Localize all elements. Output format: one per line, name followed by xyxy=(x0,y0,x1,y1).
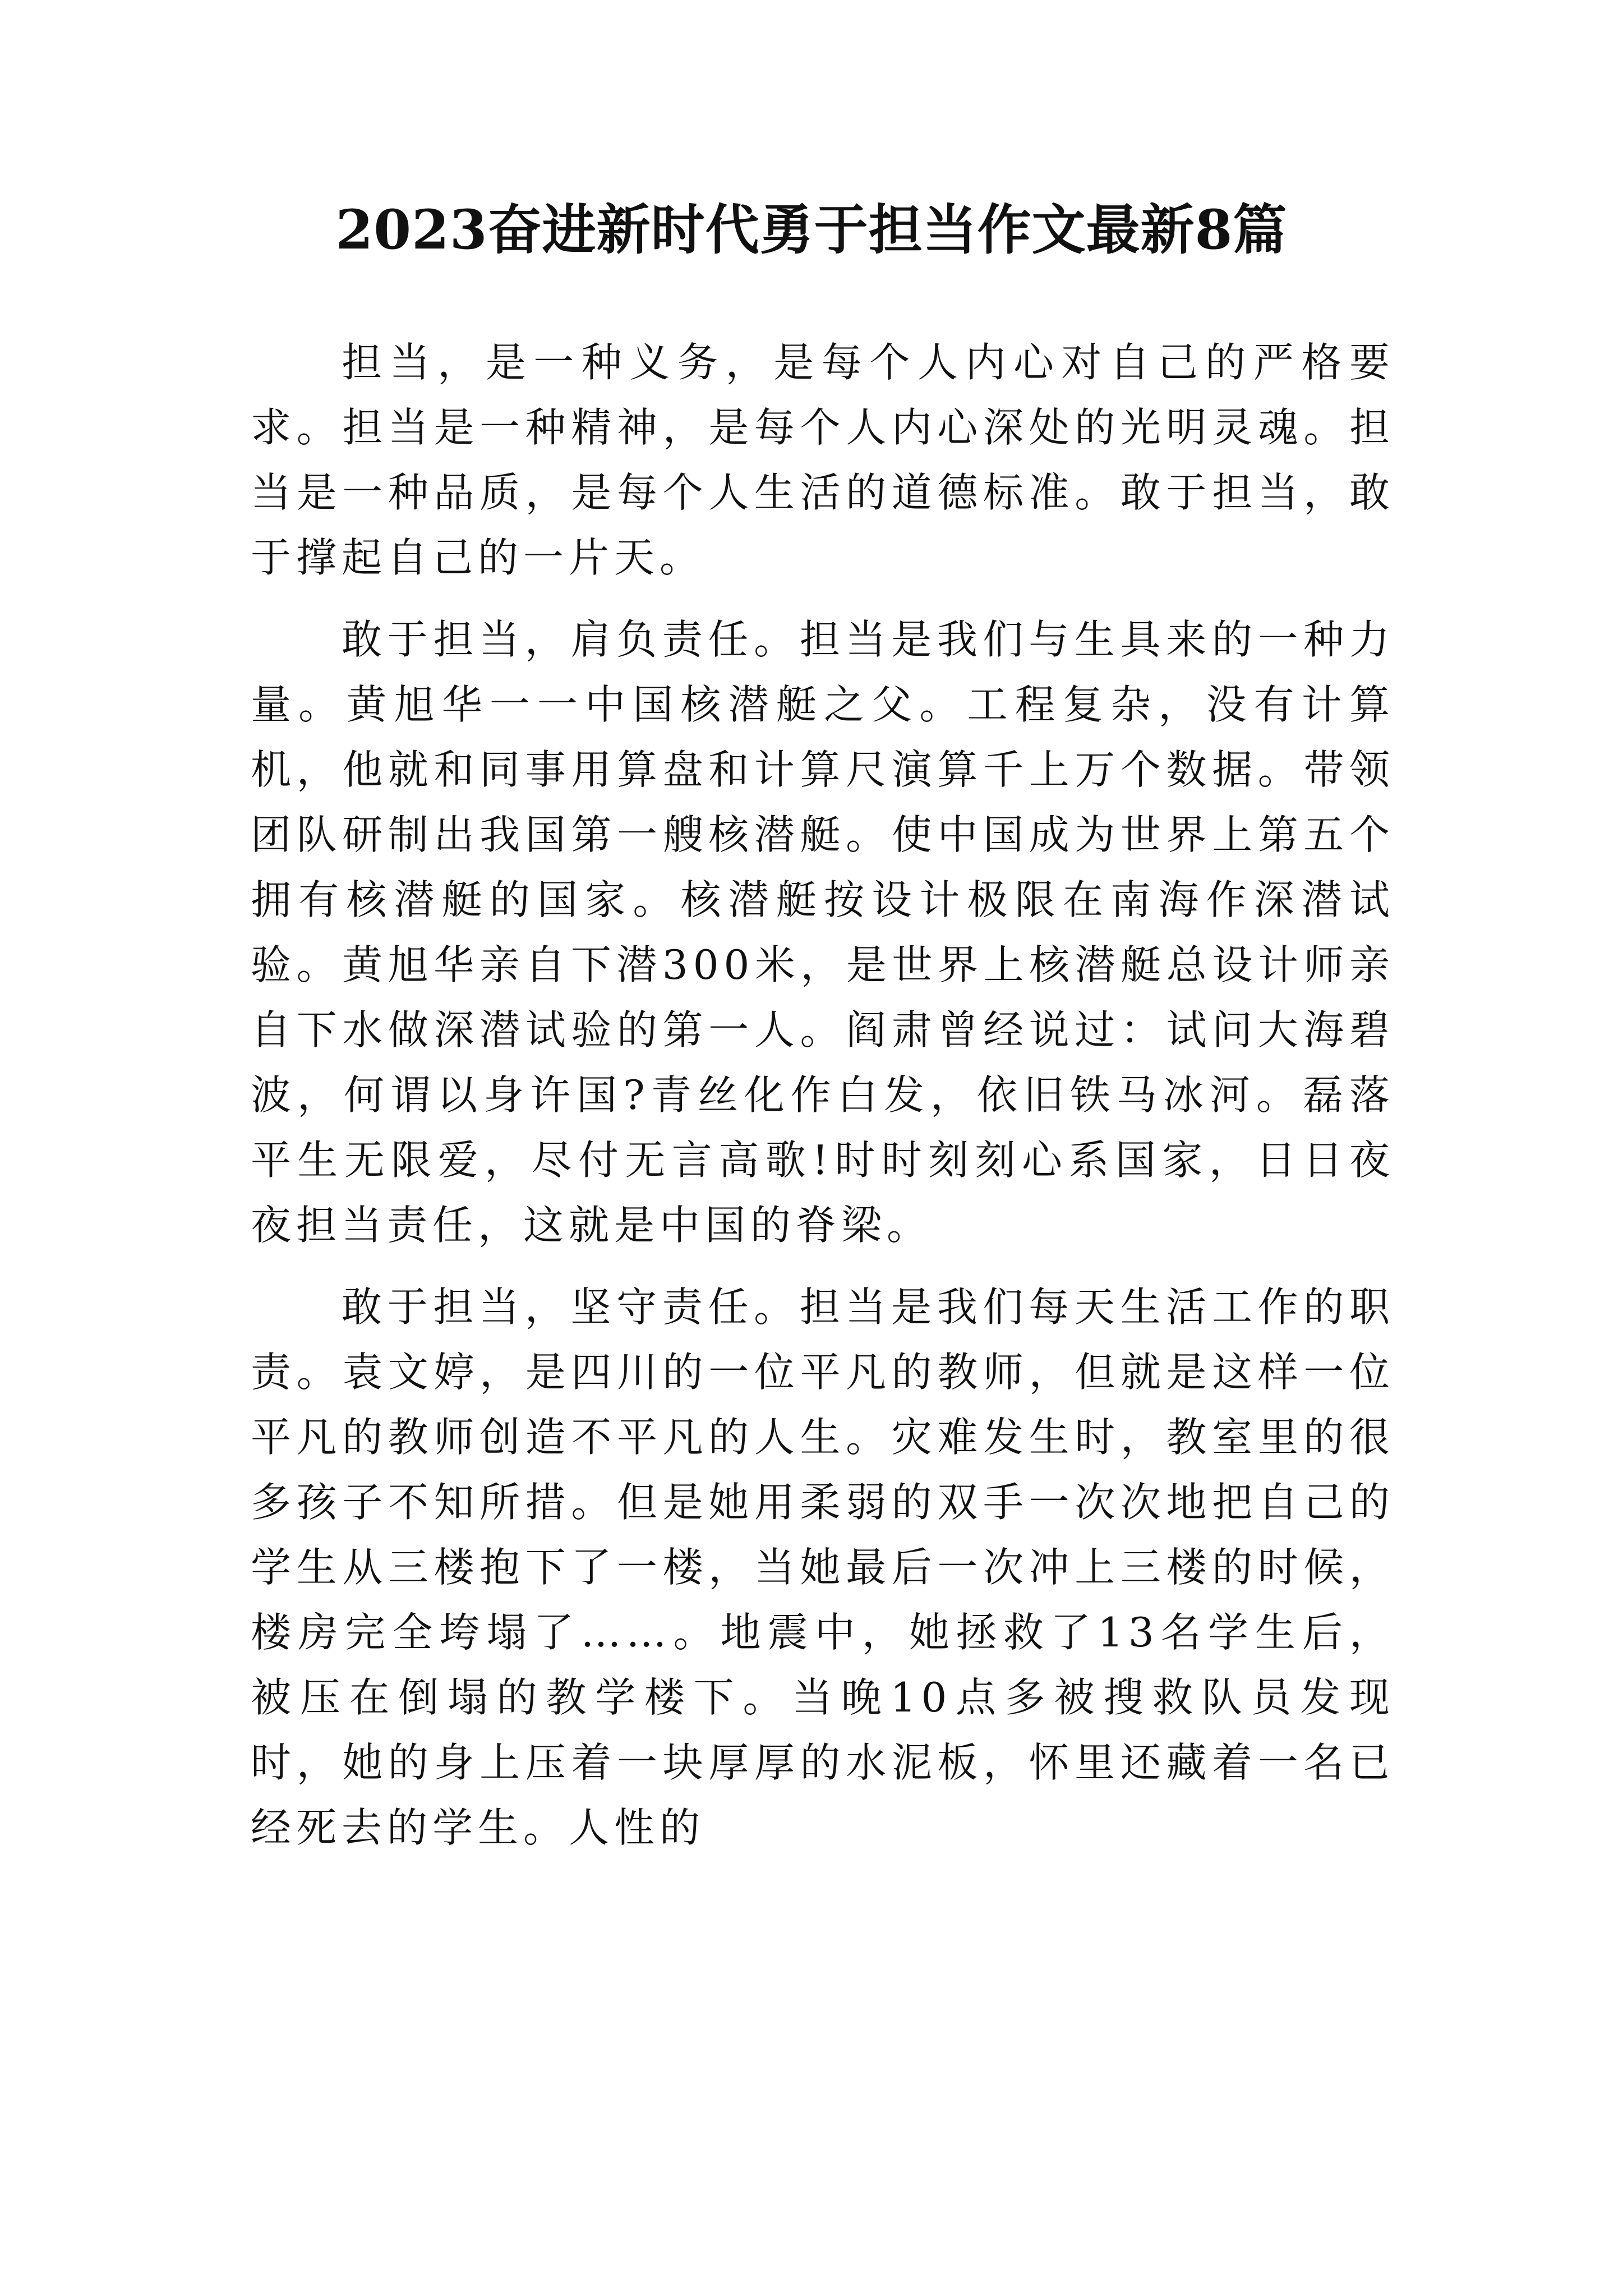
paragraph-1: 担当，是一种义务，是每个人内心对自己的严格要求。担当是一种精神，是每个人内心深处的光明灵魂。担当是一种品质，是每个人生活的道德标准。敢于担当，敢于撑起自己的一片天。 xyxy=(251,339,1395,581)
paragraph-2: 敢于担当，肩负责任。担当是我们与生具来的一种力量。黄旭华一一中国核潜艇之父。工程复杂，没有计算机，他就和同事用算盘和计算尺演算千上万个数据。带领团队研制出我国第一艘核潜艇。使中国成为世界上第五个拥有核潜艇的国家。核潜艇按设计极限在南海作深潜试验。黄旭华亲自下潜300米，是世界上核潜艇总设计师亲自下水做深潜试验的第一人。阎肃曾经说过：试问大海碧波，何谓以身许国?青丝化作白发，依旧铁马冰河。磊落平生无限爱，尽付无言高歌!时时刻刻心系国家，日日夜夜担当责任，这就是中国的脊梁。 xyxy=(251,616,1395,1249)
document-body xyxy=(251,330,1395,1877)
paragraph-3: 敢于担当，坚守责任。担当是我们每天生活工作的职责。袁文婷，是四川的一位平凡的教师，但就是这样一位平凡的教师创造不平凡的人生。灾难发生时，教室里的很多孩子不知所措。但是她用柔弱的双手一次次地把自己的学生从三楼抱下了一楼，当她最后一次冲上三楼的时候，楼房完全垮塌了……。地震中，她拯救了13名学生后，被压在倒塌的教学楼下。当晚10点多被搜救队员发现时，她的身上压着一块厚厚的水泥板，怀里还藏着一名已经死去的学生。人性的 xyxy=(251,1283,1395,1851)
document-title: 2023奋进新时代勇于担当作文最新8篇 xyxy=(335,198,1288,261)
